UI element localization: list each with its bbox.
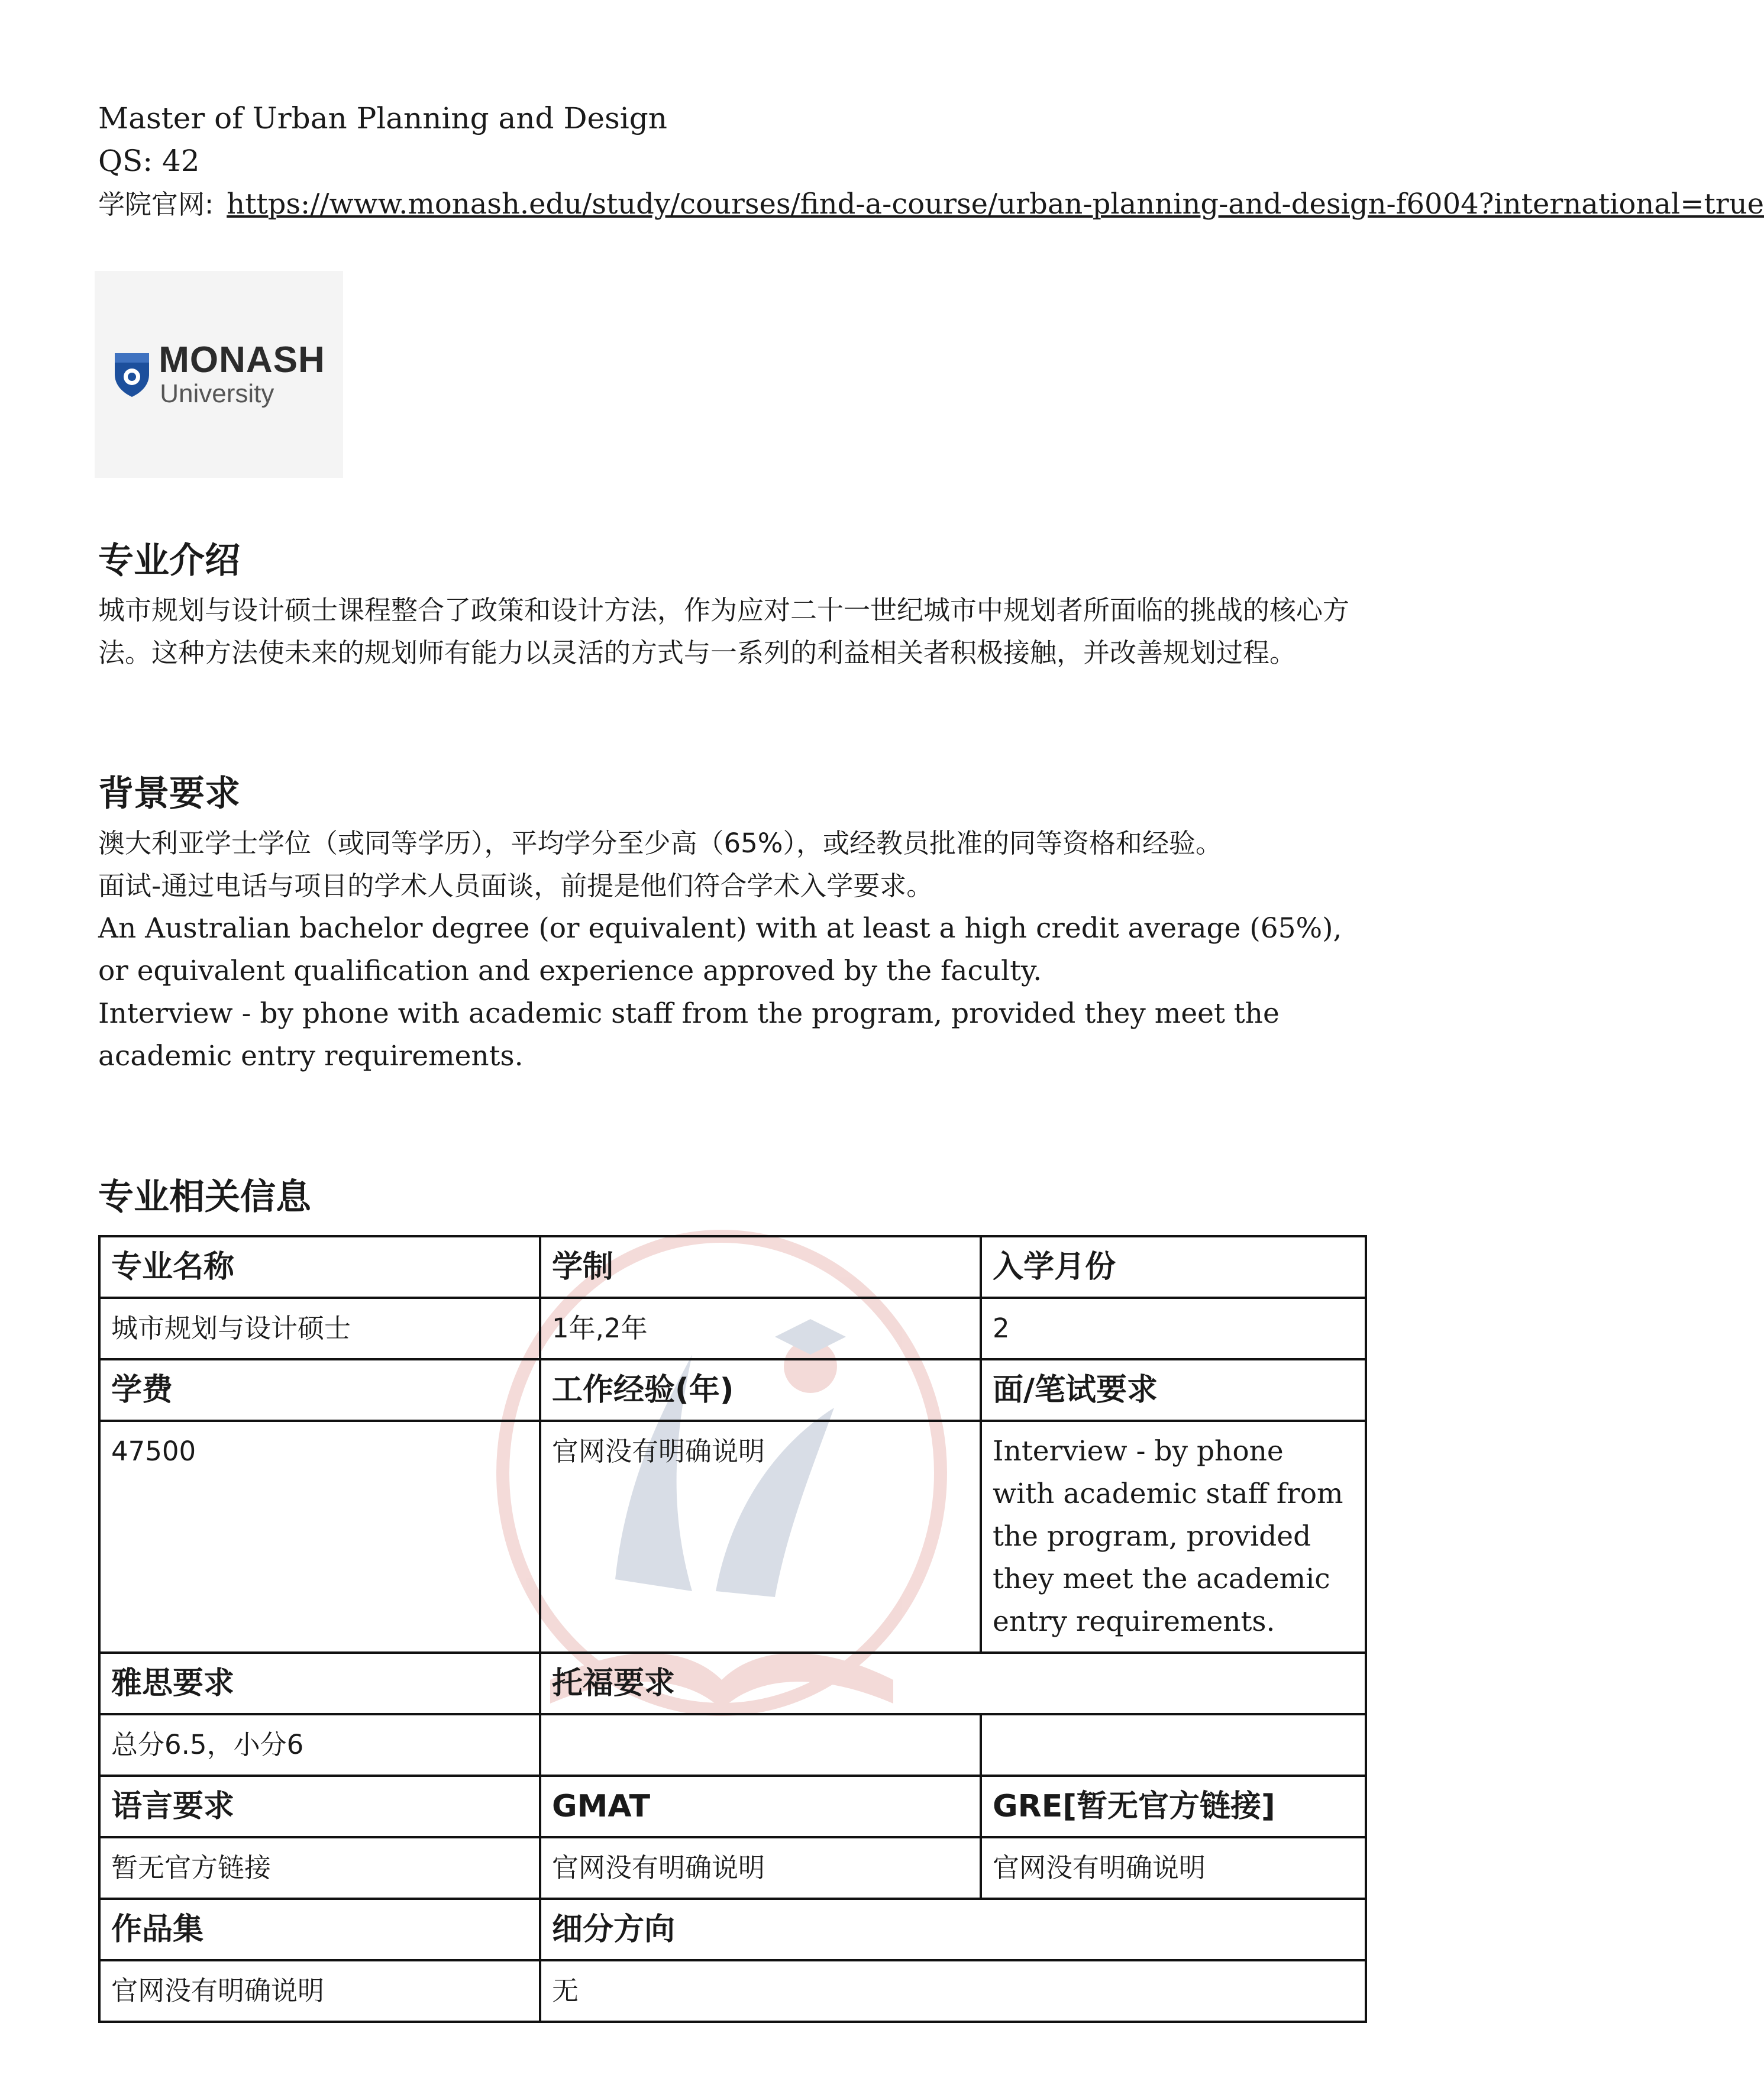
tuition-value: 47500 — [99, 1421, 540, 1653]
specialization-value: 无 — [540, 1960, 1366, 2022]
website-row — [98, 183, 1764, 225]
background-heading: 背景要求 — [98, 773, 240, 815]
gre-value: 官网没有明确说明 — [981, 1837, 1366, 1899]
interview-value: Interview - by phone with academic staff from the program, provided they meet the academic entry requirements. — [981, 1421, 1366, 1653]
program-name-value: 城市规划与设计硕士 — [99, 1298, 540, 1359]
table-row — [99, 1236, 1366, 1298]
logo-name: MONASH — [159, 340, 325, 380]
toefl-label: 托福要求 — [540, 1653, 981, 1714]
ielts-label: 雅思要求 — [99, 1653, 540, 1714]
empty-cell — [981, 1714, 1366, 1776]
specialization-label: 细分方向 — [540, 1899, 1366, 1960]
work-experience-value: 官网没有明确说明 — [540, 1421, 981, 1653]
background-requirements — [98, 822, 1352, 1078]
intro-heading: 专业介绍 — [98, 540, 240, 581]
table-row — [99, 1776, 1366, 1837]
language-value: 暂无官方链接 — [99, 1837, 540, 1899]
portfolio-value: 官网没有明确说明 — [99, 1960, 540, 2022]
background-en-2: Interview - by phone with academic staff from the program, provided they meet the academic entry requirements. — [98, 997, 1280, 1072]
background-en-1: An Australian bachelor degree (or equivalent) with at least a high credit average (65%), or equivalent qualification and experience approved by the faculty. — [98, 912, 1342, 987]
background-cn-1: 澳大利亚学士学位（或同等学历），平均学分至少高（65%），或经教员批准的同等资格和经验。 — [98, 828, 1223, 859]
intake-value: 2 — [981, 1298, 1366, 1359]
table-row — [99, 1899, 1366, 1960]
monash-crest-icon — [112, 351, 151, 398]
tuition-label: 学费 — [99, 1359, 540, 1421]
intro-text: 城市规划与设计硕士课程整合了政策和设计方法，作为应对二十一世纪城市中规划者所面临的挑战的核心方法。这种方法使未来的规划师有能力以灵活的方式与一系列的利益相关者积极接触，并改善规划过程。 — [98, 594, 1350, 668]
table-row — [99, 1653, 1366, 1714]
language-label: 语言要求 — [99, 1776, 540, 1837]
portfolio-label: 作品集 — [99, 1899, 540, 1960]
duration-label: 学制 — [540, 1236, 981, 1298]
table-row — [99, 1837, 1366, 1899]
gmat-label: GMAT — [540, 1776, 981, 1837]
toefl-value — [540, 1714, 981, 1776]
background-cn-2: 面试-通过电话与项目的学术人员面谈，前提是他们符合学术入学要求。 — [98, 870, 933, 901]
empty-cell — [981, 1653, 1366, 1714]
intake-label: 入学月份 — [981, 1236, 1366, 1298]
program-title: Master of Urban Planning and Design — [98, 101, 667, 135]
logo-subtitle: University — [160, 379, 274, 408]
work-experience-label: 工作经验(年) — [540, 1359, 981, 1421]
table-row — [99, 1960, 1366, 2022]
table-row — [99, 1298, 1366, 1359]
website-link[interactable]: https://www.monash.edu/study/courses/find-a-course/urban-planning-and-design-f6004?international=true — [227, 188, 1764, 221]
website-label: 学院官网: — [98, 189, 214, 220]
table-row — [99, 1421, 1366, 1653]
gmat-value: 官网没有明确说明 — [540, 1837, 981, 1899]
qs-ranking: QS: 42 — [98, 144, 200, 178]
ielts-value: 总分6.5，小分6 — [99, 1714, 540, 1776]
table-row — [99, 1714, 1366, 1776]
gre-label: GRE[暂无官方链接] — [981, 1776, 1366, 1837]
university-logo — [95, 271, 343, 478]
info-heading: 专业相关信息 — [98, 1177, 311, 1218]
program-info-table — [98, 1235, 1367, 2023]
duration-value: 1年,2年 — [540, 1298, 981, 1359]
interview-label: 面/笔试要求 — [981, 1359, 1366, 1421]
table-row — [99, 1359, 1366, 1421]
program-name-label: 专业名称 — [99, 1236, 540, 1298]
